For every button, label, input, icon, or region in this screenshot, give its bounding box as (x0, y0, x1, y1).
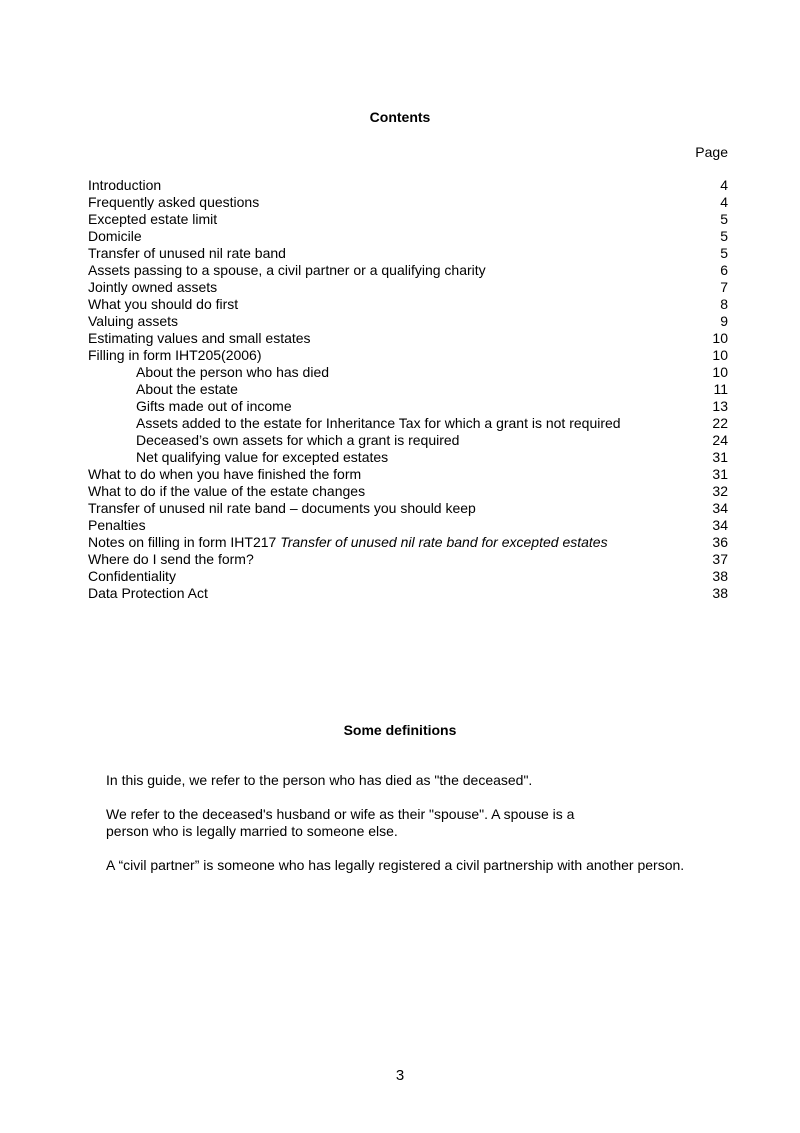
toc-entry-page: 6 (720, 262, 728, 278)
toc-entry (88, 551, 728, 568)
toc-entry-page: 9 (720, 313, 728, 329)
toc-entry-page: 7 (720, 279, 728, 295)
toc-subentry (88, 449, 728, 466)
toc-entry-page: 10 (712, 347, 728, 363)
toc-entry-page: 38 (712, 585, 728, 601)
toc-entry (88, 194, 728, 211)
toc-entry-label: What to do when you have finished the form (88, 466, 362, 482)
toc-entry (88, 347, 728, 364)
toc-entry (88, 517, 728, 534)
toc-entry (88, 330, 728, 347)
toc-entry-page: 34 (712, 517, 728, 533)
toc-subentry (88, 398, 728, 415)
definitions-section (106, 772, 746, 891)
page-column-label: Page (695, 144, 728, 160)
toc-subentry-label: Net qualifying value for excepted estates (136, 449, 389, 465)
definition-paragraph-deceased: In this guide, we refer to the person who has died as "the deceased". (106, 772, 533, 788)
toc-entry-label: What to do if the value of the estate changes (88, 483, 366, 499)
toc-entry (88, 466, 728, 483)
toc-entry-label: Excepted estate limit (88, 211, 218, 227)
toc-entry (88, 500, 728, 517)
page-number: 3 (395, 1067, 405, 1084)
toc-entry (88, 245, 728, 262)
toc-entry-label: Introduction (88, 177, 162, 193)
toc-entry (88, 228, 728, 245)
toc-subentry-label: About the person who has died (136, 364, 330, 380)
toc-entry-label: Jointly owned assets (88, 279, 218, 295)
toc-entry-label: Domicile (88, 228, 142, 244)
toc-entry-label-italic: Transfer of unused nil rate band for excepted estates (280, 534, 608, 550)
toc-entry (88, 568, 728, 585)
table-of-contents (88, 177, 728, 602)
toc-subentry (88, 381, 728, 398)
toc-subentry (88, 364, 728, 381)
toc-subentry-label: Gifts made out of income (136, 398, 292, 414)
toc-entry-page: 34 (712, 500, 728, 516)
toc-entry-label: Penalties (88, 517, 146, 533)
toc-subentry-label: Assets added to the estate for Inheritance Tax for which a grant is not required (136, 415, 621, 431)
toc-entry-page: 4 (720, 177, 728, 193)
toc-entry-page: 37 (712, 551, 728, 567)
toc-entry-page: 4 (720, 194, 728, 210)
toc-entry (88, 177, 728, 194)
toc-entry (88, 585, 728, 602)
toc-entry-label: What you should do first (88, 296, 239, 312)
toc-subentry-label: Deceased’s own assets for which a grant is required (136, 432, 460, 448)
definition-paragraph-spouse: We refer to the deceased's husband or wife as their "spouse". A spouse is a person who is legally married to someone else. (106, 806, 575, 839)
toc-entry (88, 296, 728, 313)
toc-entry-label: Estimating values and small estates (88, 330, 311, 346)
toc-entry-label: Transfer of unused nil rate band – documents you should keep (88, 500, 476, 516)
toc-subentry (88, 432, 728, 449)
toc-entry-label-plain: Notes on filling in form IHT217 (88, 534, 281, 550)
definitions-heading: Some definitions (343, 722, 457, 738)
toc-entry-page: 38 (712, 568, 728, 584)
toc-entry (88, 313, 728, 330)
toc-subentry (88, 415, 728, 432)
toc-entry (88, 279, 728, 296)
toc-entry-label: Transfer of unused nil rate band (88, 245, 286, 261)
toc-entry-page: 8 (720, 296, 728, 312)
toc-subentry-page: 10 (712, 364, 728, 380)
toc-entry-label: Confidentiality (88, 568, 176, 584)
toc-entry (88, 483, 728, 500)
toc-subentry-label: About the estate (136, 381, 238, 397)
toc-entry-label: Assets passing to a spouse, a civil partner or a qualifying charity (88, 262, 486, 278)
toc-entry-label: Data Protection Act (88, 585, 208, 601)
toc-subentry-page: 22 (712, 415, 728, 431)
contents-heading: Contents (369, 109, 431, 125)
toc-entry-label: Frequently asked questions (88, 194, 260, 210)
toc-subentry-page: 13 (712, 398, 728, 414)
toc-entry-page: 32 (712, 483, 728, 499)
toc-subentry-page: 11 (713, 381, 728, 397)
toc-entry-page: 31 (712, 466, 728, 482)
toc-entry-page: 5 (720, 211, 728, 227)
toc-entry-page: 36 (712, 534, 728, 550)
toc-entry (88, 534, 728, 551)
definition-paragraph-civil-partner: A “civil partner” is someone who has legally registered a civil partnership with another person. (106, 857, 685, 873)
toc-entry (88, 211, 728, 228)
toc-entry-page: 5 (720, 245, 728, 261)
toc-subentry-page: 31 (712, 449, 728, 465)
toc-entry-label: Valuing assets (88, 313, 179, 329)
toc-entry-page: 10 (712, 330, 728, 346)
toc-entry-label: Where do I send the form? (88, 551, 254, 567)
toc-entry (88, 262, 728, 279)
toc-entry-label: Filling in form IHT205(2006) (88, 347, 262, 363)
toc-entry-page: 5 (720, 228, 728, 244)
toc-subentry-page: 24 (712, 432, 728, 448)
toc-entry-label (88, 534, 608, 551)
